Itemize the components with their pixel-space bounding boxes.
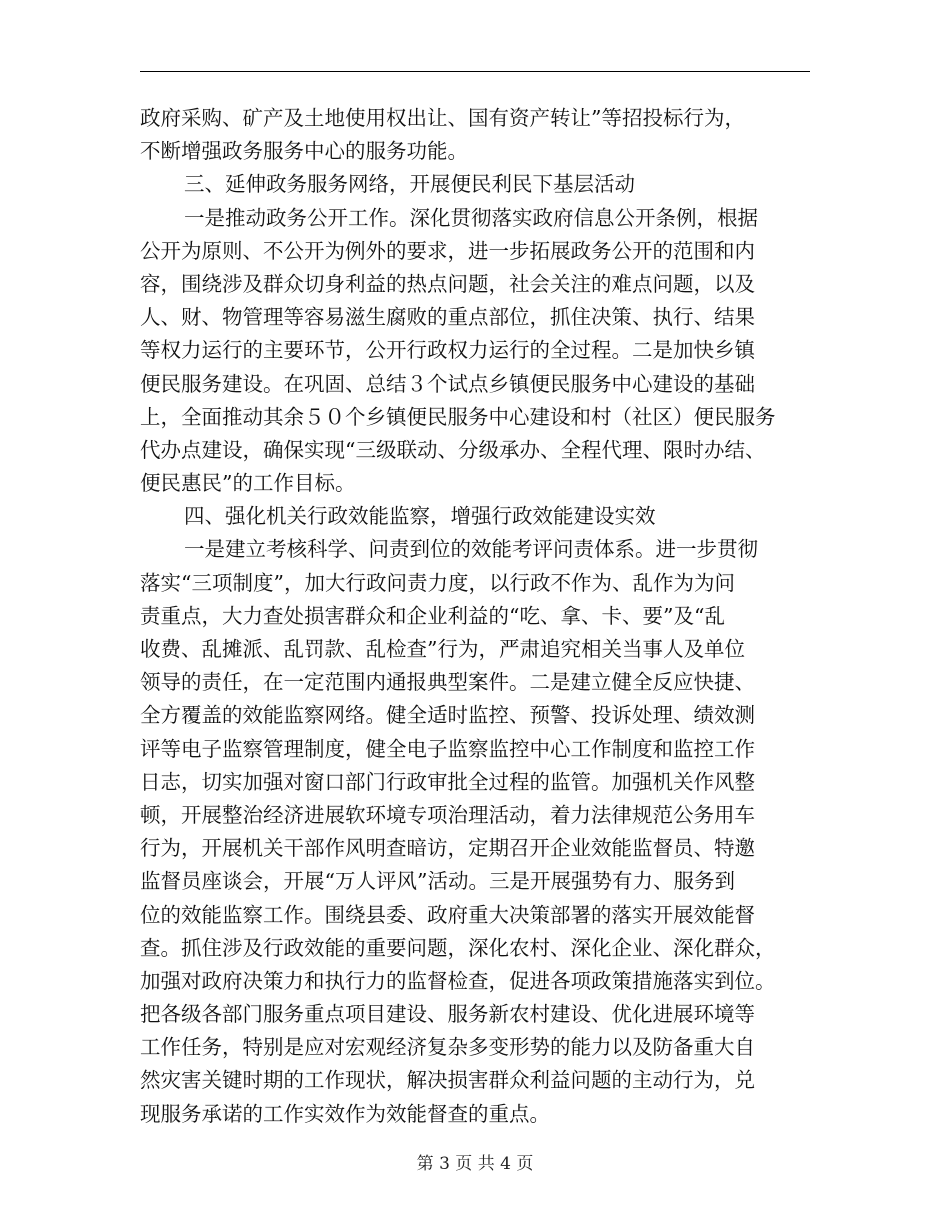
text-line-1: 政府采购、矿产及土地使用权出让、国有资产转让”等招投标行为， [140, 106, 745, 130]
text-line-4: 一是推动政务公开工作。深化贯彻落实政府信息公开条例，根据 [184, 205, 758, 230]
text-line-6: 容，围绕涉及群众切身利益的热点问题，社会关注的难点问题，以及 [140, 271, 755, 296]
text-line-30: 然灾害关键时期的工作现状，解决损害群众利益问题的主动行为，兑 [140, 1068, 755, 1093]
text-line-20: 评等电子监察管理制度，健全电子监察监控中心工作制度和监控工作 [140, 736, 755, 761]
text-line-18: 领导的责任，在一定范围内通报典型案件。二是建立健全反应快捷、 [140, 670, 755, 695]
text-line-14: 一是建立考核科学、问责到位的效能考评问责体系。进一步贯彻 [184, 537, 758, 562]
text-line-21: 日志，切实加强对窗口部门行政审批全过程的监管。加强机关作风整 [140, 769, 755, 794]
text-line-8: 等权力运行的主要环节，公开行政权力运行的全过程。二是加快乡镇 [140, 338, 755, 363]
text-line-29: 工作任务，特别是应对宏观经济复杂多变形势的能力以及防备重大自 [140, 1035, 755, 1060]
text-line-25: 位的效能监察工作。围绕县委、政府重大决策部署的落实开展效能督 [140, 902, 755, 927]
text-line-19: 全方覆盖的效能监察网络。健全适时监控、预警、投诉处理、绩效测 [140, 703, 755, 728]
text-line-2: 不断增强政务服务中心的服务功能。 [140, 139, 468, 164]
text-line-28: 把各级各部门服务重点项目建设、服务新农村建设、优化进展环境等 [140, 1002, 755, 1027]
text-line-26: 查。抓住涉及行政效能的重要问题，深化农村、深化企业、深化群众， [140, 935, 776, 960]
page-number-footer: 第 3 页 共 4 页 [416, 1154, 534, 1174]
text-line-12: 便民惠民”的工作目标。 [140, 471, 356, 496]
text-line-11: 代办点建设，确保实现“三级联动、分级承办、全程代理、限时办结、 [140, 437, 766, 462]
text-line-17: 收费、乱摊派、乱罚款、乱检查”行为，严肃追究相关当事人及单位 [140, 637, 745, 661]
text-line-10: 上，全面推动其余５０个乡镇便民服务中心建设和村（社区）便民服务 [140, 404, 776, 429]
text-line-16: 责重点，大力查处损害群众和企业利益的“吃、拿、卡、要”及“乱 [140, 603, 725, 628]
section-heading-4: 四、强化机关行政效能监察，增强行政效能建设实效 [184, 504, 656, 529]
text-line-24: 监督员座谈会，开展“万人评风”活动。三是开展强势有力、服务到 [140, 869, 735, 894]
section-heading-3: 三、延伸政务服务网络，开展便民利民下基层活动 [184, 172, 635, 197]
text-line-27: 加强对政府决策力和执行力的监督检查，促进各项政策措施落实到位。 [140, 968, 776, 993]
text-line-9: 便民服务建设。在巩固、总结３个试点乡镇便民服务中心建设的基础 [140, 371, 755, 396]
text-line-31: 现服务承诺的工作实效作为效能督查的重点。 [140, 1101, 550, 1126]
text-line-23: 行为，开展机关干部作风明查暗访，定期召开企业效能监督员、特邀 [140, 836, 755, 861]
header-rule [140, 71, 810, 72]
text-line-15: 落实“三项制度”，加大行政问责力度，以行政不作为、乱作为为问 [140, 570, 735, 595]
text-line-5: 公开为原则、不公开为例外的要求，进一步拓展政务公开的范围和内 [140, 238, 755, 263]
text-line-7: 人、财、物管理等容易滋生腐败的重点部位，抓住决策、执行、结果 [140, 305, 755, 330]
text-line-22: 顿，开展整治经济进展软环境专项治理活动，着力法律规范公务用车 [140, 802, 755, 827]
document-body [140, 102, 810, 1131]
